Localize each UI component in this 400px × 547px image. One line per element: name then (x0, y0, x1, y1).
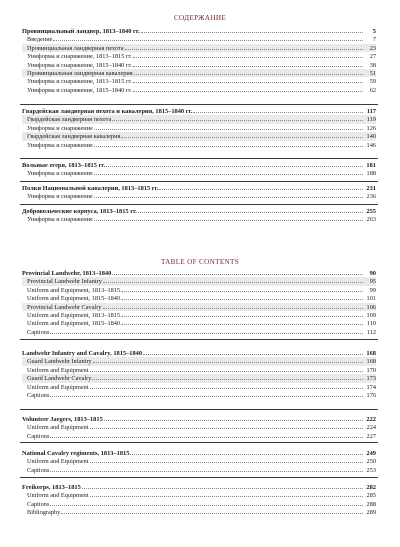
toc-page-number: 170 (366, 366, 376, 374)
toc-page-number: 110 (366, 320, 376, 328)
toc-entry-label: Uniform and Equipment (27, 383, 89, 391)
toc-entry-label: Uniform and Equipment (27, 424, 89, 432)
toc-page-number: 95 (369, 278, 376, 286)
dot-leader (133, 61, 363, 67)
toc-entry-label: Captions (27, 432, 50, 440)
dot-leader (93, 357, 363, 363)
toc-entry-label: Uniform and Equipment (27, 492, 89, 500)
toc-entry[interactable] (22, 294, 376, 302)
toc-page-number: 255 (366, 208, 376, 215)
toc-entry-label: Captions (27, 500, 50, 508)
toc-entry[interactable] (22, 508, 376, 516)
dot-leader (50, 328, 363, 334)
toc-section-heading[interactable] (22, 415, 376, 423)
toc-page-number: 140 (366, 133, 376, 141)
section-divider (20, 104, 378, 105)
dot-leader (82, 483, 363, 489)
toc-page-number: 224 (366, 424, 376, 432)
dot-leader (121, 294, 363, 300)
toc-page-number: 285 (366, 492, 376, 500)
ru-toc-title: СОДЕРЖАНИЕ (173, 14, 227, 22)
toc-entry-label: Провинциальный ландвер, 1813–1840 гг. (22, 28, 140, 35)
toc-entry-label: Freikorps, 1813–1815 (22, 484, 81, 491)
toc-entry[interactable] (22, 432, 376, 440)
dot-leader (143, 349, 363, 355)
toc-section-heading[interactable] (22, 269, 376, 277)
dot-leader (130, 449, 363, 455)
toc-page-number: 106 (366, 303, 376, 311)
toc-entry-label: Гвардейская ландверная пехота и кавалерия, 1815–1840 гг. (22, 108, 193, 115)
toc-entry[interactable] (22, 35, 376, 43)
toc-entry-label: Униформа и снаряжение, 1813–1815 гг. (27, 53, 132, 61)
toc-page-number: 253 (366, 466, 376, 474)
dot-leader (133, 86, 363, 92)
toc-entry[interactable] (22, 132, 376, 140)
toc-page-number: 168 (366, 350, 376, 357)
dot-leader (94, 169, 363, 175)
toc-entry-label: Вольные егеря, 1813–1815 гг. (22, 162, 106, 169)
dot-leader (50, 432, 363, 438)
dot-leader (90, 383, 363, 389)
toc-section-heading[interactable] (22, 449, 376, 457)
dot-leader (103, 303, 364, 309)
toc-page-number: 282 (366, 484, 376, 491)
toc-entry-label: Униформа и снаряжение, 1815–1840 гг. (27, 86, 132, 94)
toc-entry-label: Униформа и снаряжение, 1815–1840 гг. (27, 61, 132, 69)
section-divider (20, 158, 378, 159)
dot-leader (90, 457, 363, 463)
toc-section-heading[interactable] (22, 27, 376, 35)
toc-entry[interactable] (22, 277, 376, 285)
toc-page-number: 236 (366, 193, 376, 201)
section-divider (20, 409, 378, 410)
toc-entry-label: Униформа и снаряжение (27, 216, 93, 224)
toc-entry-label: Uniform and Equipment, 1813–1815 (27, 311, 121, 319)
toc-section-heading[interactable] (22, 107, 376, 115)
toc-entry[interactable] (22, 311, 376, 319)
en-toc-title: TABLE OF CONTENTS (161, 258, 239, 266)
toc-entry[interactable] (22, 491, 376, 499)
toc-entry[interactable] (22, 366, 376, 374)
toc-entry-label: Униформа и снаряжение (27, 141, 93, 149)
toc-entry-label: Volunteer Jaegers, 1813–1815 (22, 416, 103, 423)
section-divider (20, 477, 378, 478)
toc-page-number: 126 (366, 124, 376, 132)
toc-entry-label: Полки Национальной кавалерии, 1813–1815 гг. (22, 185, 159, 192)
dot-leader (106, 161, 363, 167)
dot-leader (138, 207, 363, 213)
toc-entry-label: Captions (27, 328, 50, 336)
ru-section-national-cavalry (22, 184, 376, 201)
toc-entry-label: Провинциальная ландверная кавалерия (27, 69, 133, 77)
toc-entry-label: Uniform and Equipment, 1815–1840 (27, 295, 121, 303)
toc-page-number: 173 (366, 375, 376, 383)
toc-page-number: 250 (366, 458, 376, 466)
toc-entry[interactable] (22, 466, 376, 474)
en-section-landwehr-infantry-cavalry (22, 349, 376, 399)
toc-entry-label: Униформа и снаряжение, 1813–1815 гг. (27, 78, 132, 86)
toc-page-number: 101 (366, 295, 376, 303)
toc-entry-label: Гвардейская ландверная кавалерия (27, 133, 121, 141)
dot-leader (94, 124, 363, 130)
en-section-freikorps (22, 483, 376, 517)
toc-entry-label: Униформа и снаряжение (27, 124, 93, 132)
toc-entry[interactable] (22, 52, 376, 60)
toc-entry-label: Добровольческие корпуса, 1813–1815 гг. (22, 208, 137, 215)
toc-entry[interactable] (22, 61, 376, 69)
en-section-national-cavalry (22, 449, 376, 474)
toc-page-number: 119 (366, 116, 376, 124)
toc-entry[interactable] (22, 215, 376, 223)
toc-page-number: 146 (366, 141, 376, 149)
toc-page-number: 109 (366, 311, 376, 319)
toc-section-heading[interactable] (22, 207, 376, 215)
toc-page-number: 263 (366, 216, 376, 224)
dot-leader (121, 311, 363, 317)
section-divider (20, 339, 378, 340)
toc-entry[interactable] (22, 192, 376, 200)
toc-entry-label: Гвардейская ландверная пехота (27, 116, 112, 124)
toc-entry[interactable] (22, 357, 376, 365)
toc-entry-label: Uniform and Equipment, 1813–1815 (27, 286, 121, 294)
dot-leader (90, 366, 363, 372)
toc-entry-label: National Cavalry regiments, 1813–1815 (22, 450, 130, 457)
section-divider (20, 181, 378, 182)
dot-leader (103, 277, 363, 283)
toc-entry-label: Униформа и снаряжение (27, 193, 93, 201)
toc-page-number: 5 (372, 28, 376, 35)
toc-entry[interactable] (22, 69, 376, 77)
dot-leader (53, 35, 363, 41)
toc-page-number: 176 (366, 391, 376, 399)
toc-entry-label: Uniform and Equipment (27, 366, 89, 374)
ru-section-guard-landwehr (22, 107, 376, 149)
section-divider (20, 204, 378, 205)
toc-entry[interactable] (22, 423, 376, 431)
toc-entry[interactable] (22, 286, 376, 294)
dot-leader (141, 27, 363, 33)
toc-entry[interactable] (22, 141, 376, 149)
toc-page-number: 7 (372, 36, 376, 44)
toc-page-number: 222 (366, 416, 376, 423)
ru-section-provincial-landwehr (22, 27, 376, 94)
dot-leader (61, 508, 363, 514)
toc-section-heading[interactable] (22, 161, 376, 169)
toc-entry-label: Provincial Landwehr Cavalry (27, 303, 102, 311)
toc-page-number: 249 (366, 450, 376, 457)
toc-page-number: 38 (369, 61, 376, 69)
ru-section-freikorps (22, 207, 376, 224)
dot-leader (112, 269, 363, 275)
toc-page-number: 99 (369, 286, 376, 294)
toc-entry-label: Captions (27, 391, 50, 399)
dot-leader (90, 491, 363, 497)
toc-entry-label: Bibliography (27, 509, 61, 517)
toc-entry-label: Captions (27, 466, 50, 474)
dot-leader (94, 215, 363, 221)
dot-leader (125, 44, 363, 50)
toc-entry-label: Guard Landwehr Cavalry (27, 375, 92, 383)
toc-entry[interactable] (22, 44, 376, 52)
dot-leader (50, 500, 363, 506)
toc-entry-label: Landwehr Infantry and Cavalry, 1815–1840 (22, 350, 143, 357)
ru-section-volunteer-jaegers (22, 161, 376, 178)
toc-page-number: 231 (366, 185, 376, 192)
toc-page-number: 59 (369, 78, 376, 86)
en-section-provincial-landwehr (22, 269, 376, 336)
toc-page-number: 227 (366, 432, 376, 440)
dot-leader (92, 374, 363, 380)
toc-page-number: 112 (366, 328, 376, 336)
toc-entry[interactable] (22, 115, 376, 123)
dot-leader (94, 192, 363, 198)
dot-leader (121, 319, 363, 325)
dot-leader (134, 69, 363, 75)
toc-entry-label: Провинциальная ландверная пехота (27, 44, 124, 52)
toc-entry-label: Uniform and Equipment (27, 458, 89, 466)
toc-entry[interactable] (22, 77, 376, 85)
toc-page-number: 117 (366, 108, 376, 115)
en-section-volunteer-jaegers (22, 415, 376, 440)
toc-page-number: 27 (369, 53, 376, 61)
toc-entry[interactable] (22, 169, 376, 177)
dot-leader (94, 141, 363, 147)
toc-entry-label: Guard Landwehr Infantry (27, 358, 92, 366)
toc-page-number: 168 (366, 358, 376, 366)
toc-entry-label: Введение (27, 36, 53, 44)
toc-page-number: 90 (369, 270, 376, 277)
toc-entry-label: Provincial Landwehr, 1813–1840 (22, 270, 112, 277)
toc-entry[interactable] (22, 86, 376, 94)
dot-leader (193, 107, 363, 113)
dot-leader (90, 423, 363, 429)
toc-entry[interactable] (22, 303, 376, 311)
dot-leader (50, 391, 363, 397)
dot-leader (159, 184, 363, 190)
toc-page-number: 288 (366, 500, 376, 508)
toc-page-number: 181 (366, 162, 376, 169)
dot-leader (121, 132, 363, 138)
toc-entry-label: Uniform and Equipment, 1815–1840 (27, 320, 121, 328)
toc-entry[interactable] (22, 383, 376, 391)
toc-page-number: 51 (369, 69, 376, 77)
toc-entry[interactable] (22, 500, 376, 508)
toc-section-heading[interactable] (22, 483, 376, 491)
toc-entry[interactable] (22, 328, 376, 336)
toc-entry-label: Униформа и снаряжение (27, 170, 93, 178)
toc-page-number: 23 (369, 44, 376, 52)
toc-entry[interactable] (22, 457, 376, 465)
toc-section-heading[interactable] (22, 349, 376, 357)
dot-leader (112, 115, 363, 121)
toc-page-number: 289 (366, 509, 376, 517)
toc-section-heading[interactable] (22, 184, 376, 192)
dot-leader (104, 415, 363, 421)
toc-page-number: 62 (369, 86, 376, 94)
dot-leader (133, 52, 363, 58)
toc-page-number: 188 (366, 170, 376, 178)
dot-leader (133, 77, 363, 83)
section-divider (20, 442, 378, 443)
toc-entry[interactable] (22, 391, 376, 399)
dot-leader (121, 286, 363, 292)
toc-entry-label: Provincial Landwehr Infantry (27, 278, 102, 286)
toc-entry[interactable] (22, 124, 376, 132)
dot-leader (50, 466, 363, 472)
toc-page-number: 174 (366, 383, 376, 391)
toc-entry[interactable] (22, 374, 376, 382)
toc-entry[interactable] (22, 319, 376, 327)
